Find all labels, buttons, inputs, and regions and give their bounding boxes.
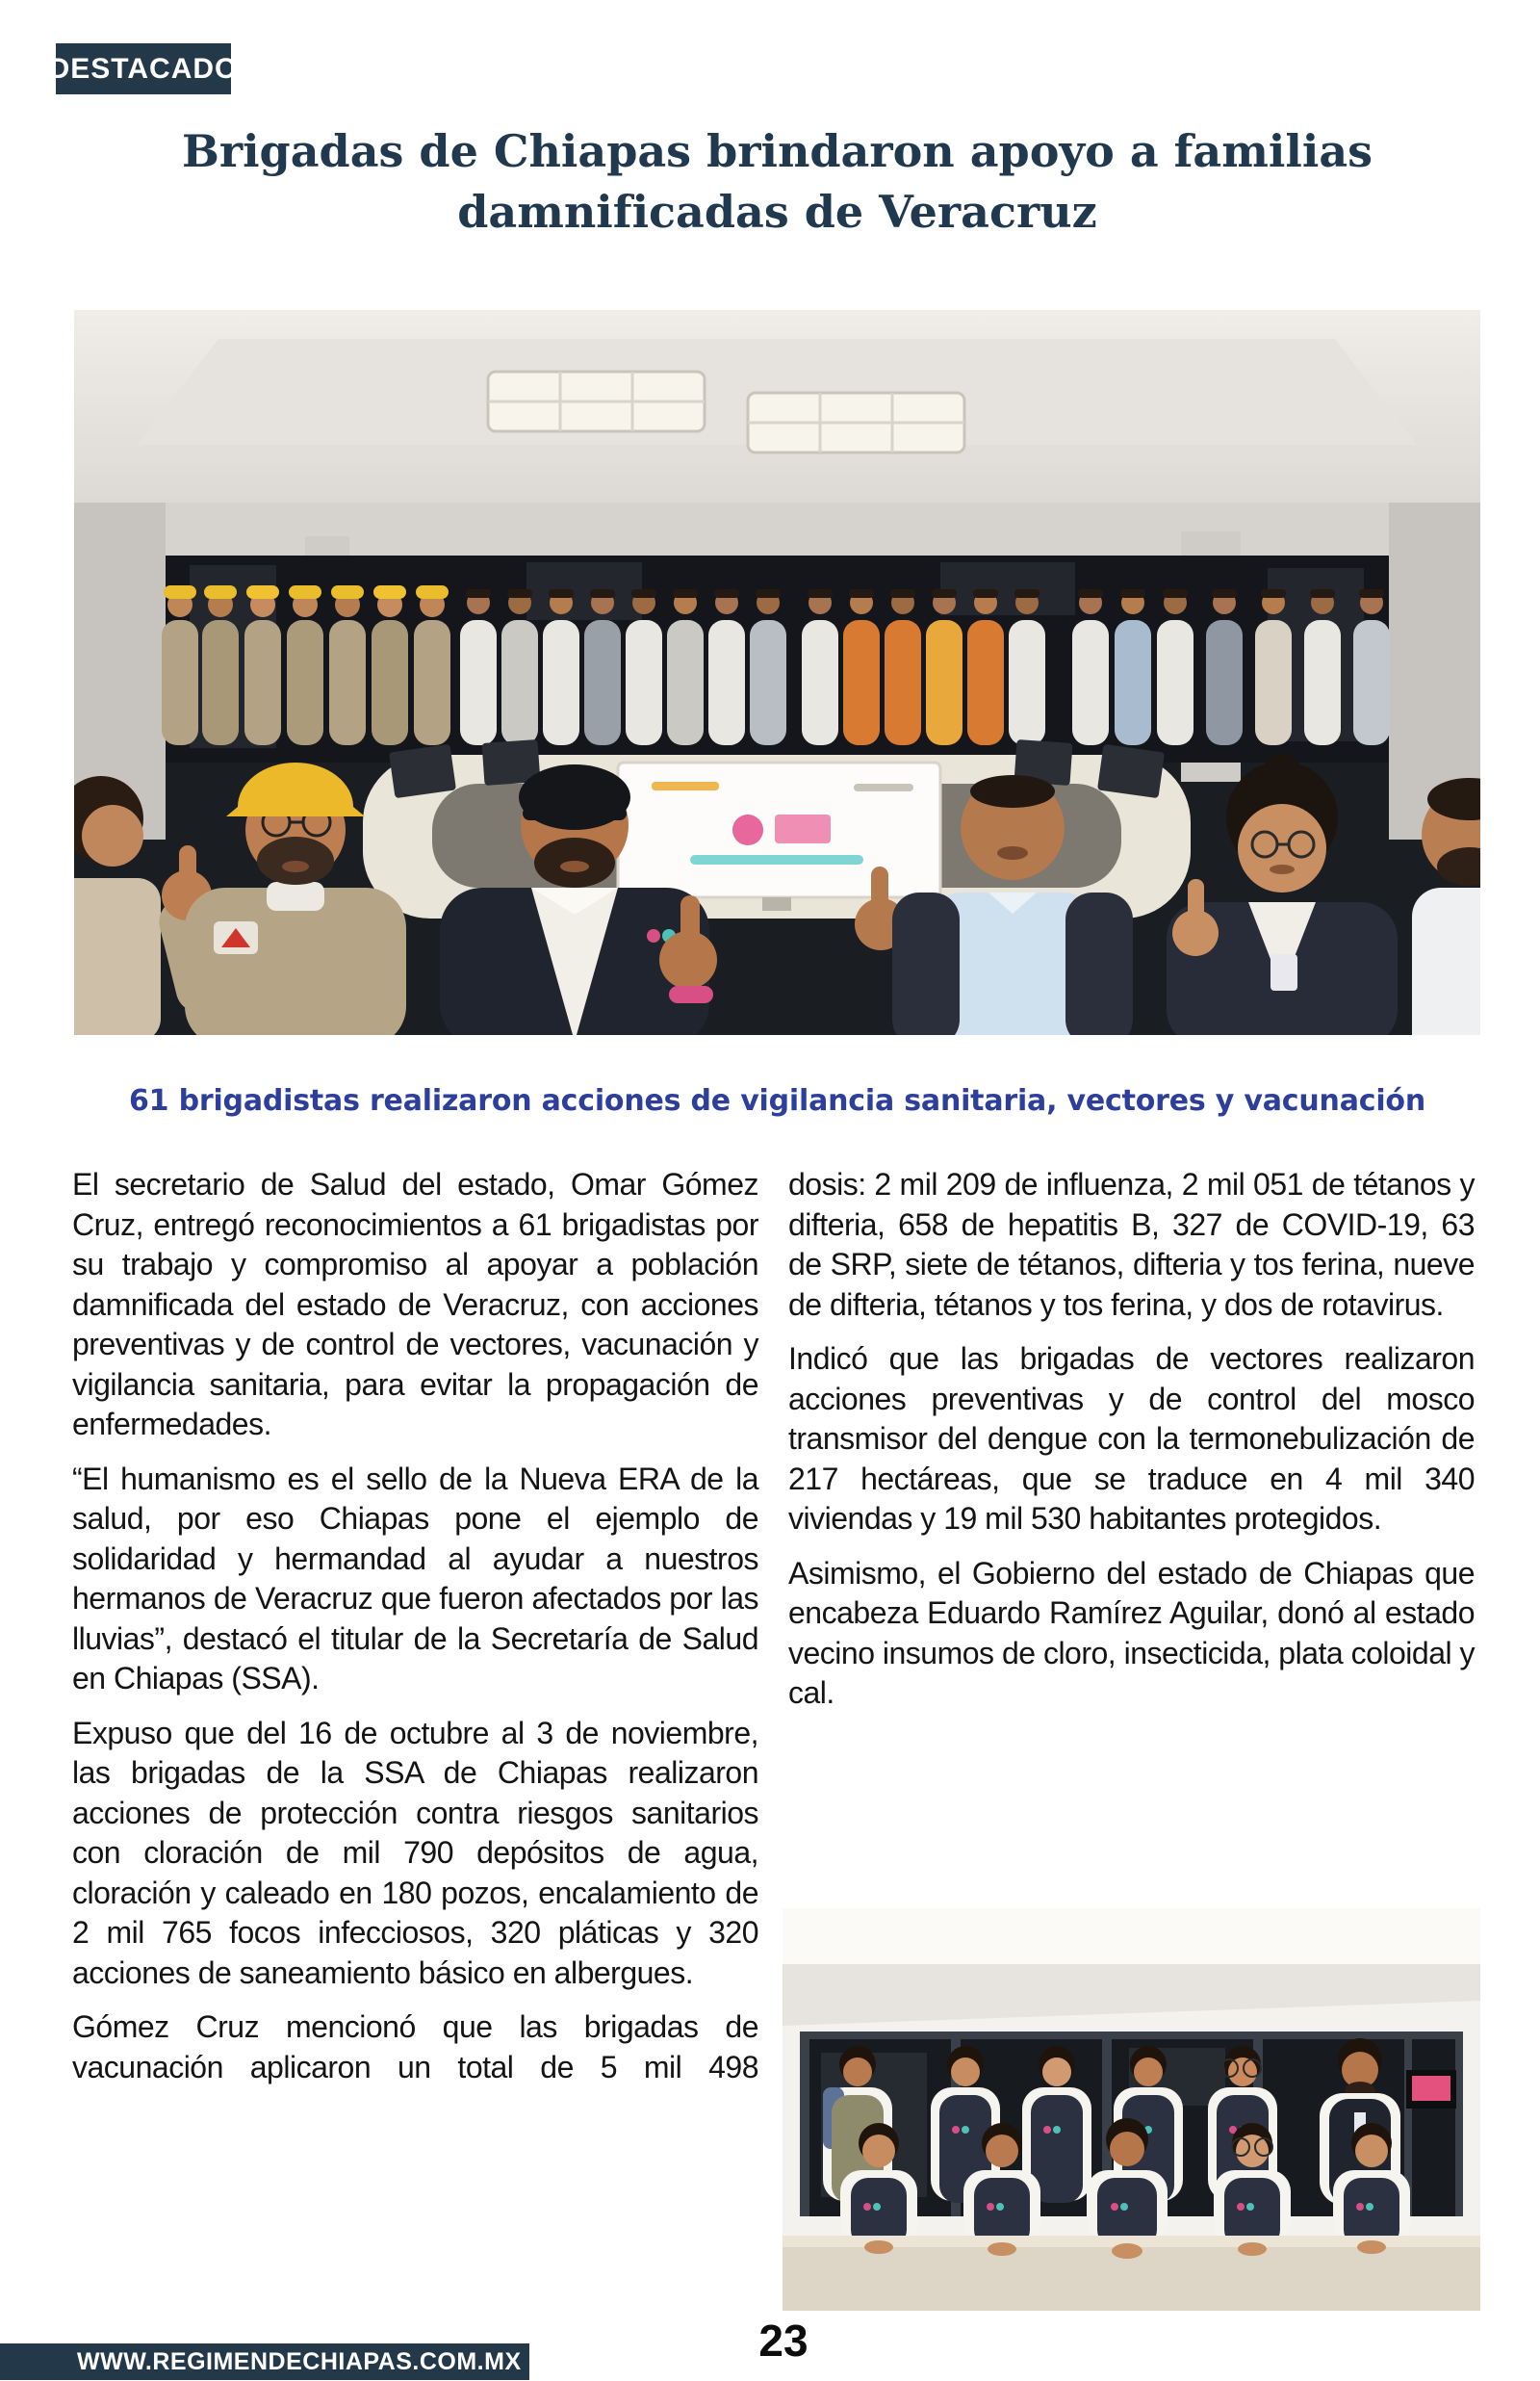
footer-bar — [0, 2343, 529, 2380]
paragraph: Expuso que del 16 de octubre al 3 de noviembre, las brigadas de la SSA de Chiapas realizaron acciones de protección contra riesgos sanitarios con cloración de mil 790 depósitos de agua, cloración y caleado en 180 pozos, encalamiento de 2 mil 765 focos infecciosos, 320 pláticas y 320 acciones de saneamiento básico en albergues. — [72, 1715, 758, 1990]
article-column-right — [788, 1165, 1475, 1728]
section-badge-label: DESTACADO — [48, 52, 239, 85]
page-title — [72, 121, 1482, 243]
page-title-line1: Brigadas de Chiapas brindaron apoyo a familias — [181, 125, 1373, 177]
paragraph: El secretario de Salud del estado, Omar Gómez Cruz, entregó reconocimientos a 61 brigadistas por su trabajo y compromiso al apoyar a población damnificada del estado de Veracruz, con acciones preventivas y de control de vectores, vacunación y vigilancia sanitaria, para evitar la propagación de enfermedades. — [72, 1167, 758, 1441]
main-photo — [74, 310, 1480, 1035]
section-badge — [48, 43, 239, 94]
footer-url: WWW.REGIMENDECHIAPAS.COM.MX — [77, 2347, 522, 2375]
paragraph: dosis: 2 mil 209 de influenza, 2 mil 051 de tétanos y difteria, 658 de hepatitis B, 327 de COVID-19, 63 de SRP, siete de tétanos, difteria y tos ferina, nueve de difteria, tétanos y tos ferina, y dos de rotavirus. — [788, 1167, 1475, 1322]
group-photo — [783, 1908, 1480, 2311]
paragraph: Gómez Cruz mencionó que las brigadas de vacunación aplicaron un total de 5 mil 498 — [72, 2009, 758, 2084]
conference-room-photo-illustration — [74, 310, 1480, 1035]
paragraph: Asimismo, el Gobierno del estado de Chiapas que encabeza Eduardo Ramírez Aguilar, donó al estado vecino insumos de cloro, insecticida, plata coloidal y cal. — [788, 1555, 1475, 1710]
paragraph: “El humanismo es el sello de la Nueva ERA de la salud, por eso Chiapas pone el ejemplo de solidaridad y hermandad al ayudar a nuestros hermanos de Veracruz que fueron afectados por las lluvias”, destacó el titular de la Secretaría de Salud en Chiapas (SSA). — [72, 1461, 758, 1695]
page-title-line2: damnificadas de Veracruz — [457, 186, 1097, 238]
brigade-group-photo-illustration — [783, 1908, 1480, 2311]
paragraph: Indicó que las brigadas de vectores realizaron acciones preventivas y de control del mosco transmisor del dengue con la termonebulización de 217 hectáreas, que se traduce en 4 mil 340 viviendas y 19 mil 530 habitantes protegidos. — [788, 1341, 1475, 1536]
article-column-left — [72, 1165, 758, 2102]
page-number: 23 — [758, 2316, 808, 2366]
subheadline: 61 brigadistas realizaron acciones de vigilancia sanitaria, vectores y vacunación — [129, 1084, 1425, 1118]
